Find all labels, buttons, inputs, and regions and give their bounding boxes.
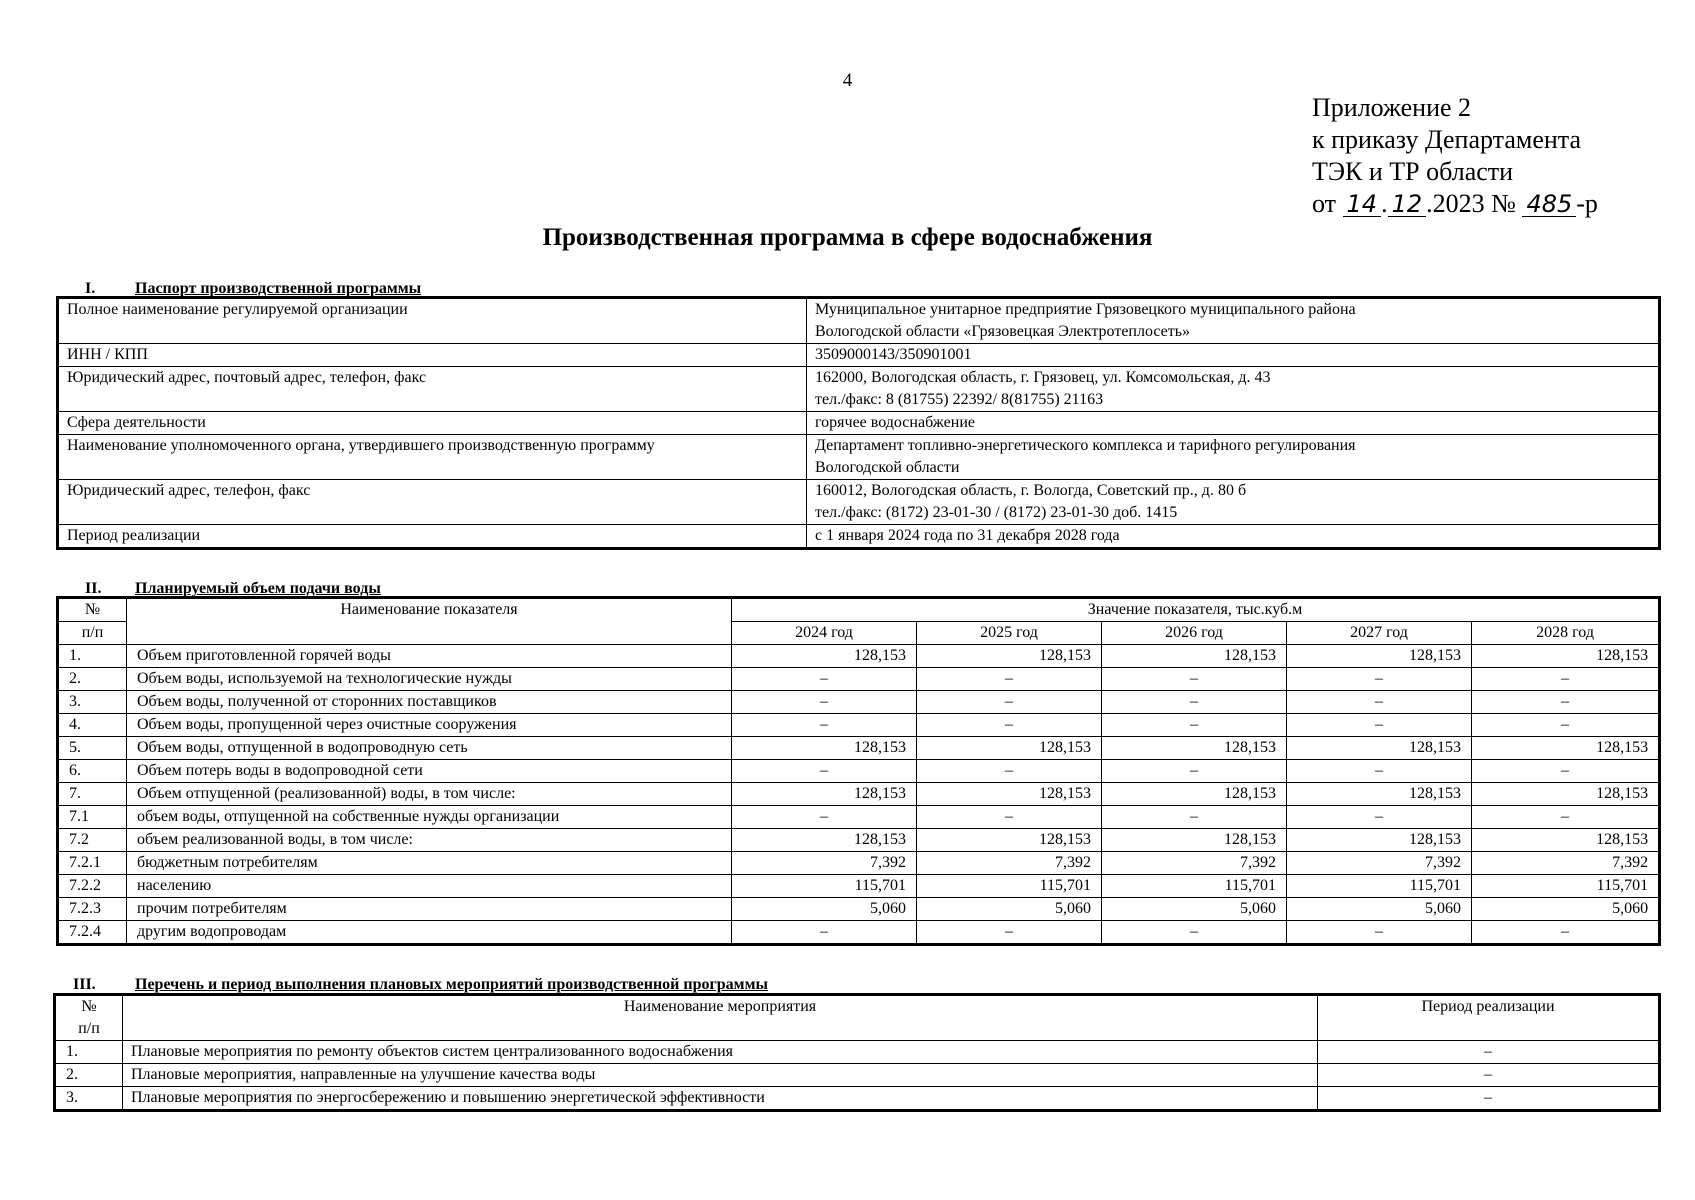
row-value: 128,153	[1472, 783, 1659, 806]
row-value: –	[917, 668, 1102, 691]
passport-label: ИНН / КПП	[59, 344, 807, 367]
year-header: 2026 год	[1102, 622, 1287, 645]
year-header: 2028 год	[1472, 622, 1659, 645]
row-value: 128,153	[1102, 783, 1287, 806]
measure-period: –	[1318, 1087, 1659, 1110]
row-value: 115,701	[1102, 875, 1287, 898]
passport-value	[807, 367, 1659, 412]
col-value-header: Значение показателя, тыс.куб.м	[732, 599, 1659, 622]
row-value: 128,153	[732, 829, 917, 852]
row-value: 5,060	[732, 898, 917, 921]
section-2-number: II.	[85, 580, 102, 597]
table-row	[59, 714, 1659, 737]
appendix-line-1: Приложение 2	[1312, 93, 1472, 122]
row-value: –	[1102, 806, 1287, 829]
row-value: 128,153	[732, 645, 917, 668]
passport-row	[59, 412, 1659, 435]
table-row	[59, 668, 1659, 691]
row-value: –	[1102, 668, 1287, 691]
table-row	[56, 1064, 1659, 1087]
passport-row	[59, 480, 1659, 525]
section-3-heading	[73, 976, 768, 994]
row-value: 128,153	[1102, 829, 1287, 852]
date-sep: .	[1381, 189, 1388, 218]
row-index: 2.	[59, 668, 127, 691]
row-name: другим водопроводам	[127, 921, 732, 944]
appendix-line-2: к приказу Департамента	[1312, 125, 1582, 154]
passport-value-line-1: 160012, Вологодская область, г. Вологда, Советский пр., д. 80 б	[815, 482, 1247, 499]
row-index: 4.	[59, 714, 127, 737]
col-num-header-2: п/п	[59, 622, 127, 645]
row-name: Объем воды, используемой на технологические нужды	[127, 668, 732, 691]
row-name: Объем приготовленной горячей воды	[127, 645, 732, 668]
row-value: 128,153	[1287, 783, 1472, 806]
appendix-block	[1312, 92, 1598, 220]
passport-value-line-1: Муниципальное унитарное предприятие Грязовецкого муниципального района	[815, 301, 1356, 318]
row-value: 128,153	[917, 737, 1102, 760]
passport-row	[59, 525, 1659, 548]
row-value: 128,153	[917, 645, 1102, 668]
passport-value-line-2: Вологодской области	[815, 459, 960, 476]
section-1-title: Паспорт производственной программы	[135, 280, 422, 297]
passport-row	[59, 435, 1659, 480]
measures-period-header: Период реализации	[1318, 996, 1659, 1041]
section-1-number: I.	[85, 280, 96, 297]
measure-name: Плановые мероприятия по энергосбережению и повышению энергетической эффективности	[123, 1087, 1318, 1110]
passport-value	[807, 435, 1659, 480]
row-value: –	[1102, 691, 1287, 714]
measure-period: –	[1318, 1041, 1659, 1064]
row-value: 128,153	[1472, 645, 1659, 668]
row-value: 7,392	[917, 852, 1102, 875]
measure-index: 1.	[56, 1041, 123, 1064]
table-row	[59, 783, 1659, 806]
row-index: 1.	[59, 645, 127, 668]
row-value: 115,701	[1472, 875, 1659, 898]
row-index: 7.2.3	[59, 898, 127, 921]
passport-label: Юридический адрес, почтовый адрес, телефон, факс	[59, 367, 807, 412]
row-value: 128,153	[732, 737, 917, 760]
date-day: 14	[1343, 192, 1382, 217]
row-value: –	[732, 921, 917, 944]
passport-label: Полное наименование регулируемой организации	[59, 299, 807, 344]
row-index: 7.2.4	[59, 921, 127, 944]
row-value: –	[732, 691, 917, 714]
appendix-date-line	[1312, 188, 1598, 220]
passport-value-line-1: 162000, Вологодская область, г. Грязовец, ул. Комсомольская, д. 43	[815, 369, 1271, 386]
row-index: 7.	[59, 783, 127, 806]
year-header: 2025 год	[917, 622, 1102, 645]
table-row	[59, 645, 1659, 668]
row-value: 5,060	[917, 898, 1102, 921]
table-row	[59, 898, 1659, 921]
row-value: –	[1287, 714, 1472, 737]
date-prefix: от	[1312, 189, 1337, 218]
order-number: 485	[1522, 192, 1576, 217]
passport-label: Сфера деятельности	[59, 412, 807, 435]
row-value: 7,392	[1102, 852, 1287, 875]
row-value: –	[1472, 714, 1659, 737]
year-header: 2027 год	[1287, 622, 1472, 645]
passport-value-line-2: Вологодской области «Грязовецкая Электротеплосеть»	[815, 323, 1191, 340]
passport-label: Наименование уполномоченного органа, утвердившего производственную программу	[59, 435, 807, 480]
row-value: –	[917, 806, 1102, 829]
measure-name: Плановые мероприятия по ремонту объектов систем централизованного водоснабжения	[123, 1041, 1318, 1064]
row-name: объем реализованной воды, в том числе:	[127, 829, 732, 852]
passport-value	[807, 480, 1659, 525]
passport-label: Юридический адрес, телефон, факс	[59, 480, 807, 525]
passport-value-line-2: тел./факс: (8172) 23-01-30 / (8172) 23-01-30 доб. 1415	[815, 504, 1178, 521]
row-value: 7,392	[1287, 852, 1472, 875]
row-name: населению	[127, 875, 732, 898]
table-row	[56, 1087, 1659, 1110]
row-value: –	[1102, 921, 1287, 944]
row-index: 7.2.1	[59, 852, 127, 875]
passport-value-line-2: тел./факс: 8 (81755) 22392/ 8(81755) 21163	[815, 391, 1104, 408]
passport-row	[59, 367, 1659, 412]
row-value: 115,701	[917, 875, 1102, 898]
date-year: .2023 №	[1426, 189, 1516, 218]
col-name-header: Наименование показателя	[127, 599, 732, 645]
table-row	[59, 921, 1659, 944]
water-volume-table	[58, 598, 1659, 944]
row-value: –	[917, 714, 1102, 737]
passport-label: Период реализации	[59, 525, 807, 548]
row-value: 128,153	[917, 783, 1102, 806]
passport-table	[58, 298, 1659, 548]
measures-num-label-2: п/п	[78, 1020, 100, 1037]
row-name: Объем воды, отпущенной в водопроводную сеть	[127, 737, 732, 760]
appendix-line-3: ТЭК и ТР области	[1312, 157, 1514, 186]
row-value: –	[1472, 760, 1659, 783]
passport-value-line-1: 3509000143/350901001	[815, 346, 972, 363]
row-value: –	[917, 760, 1102, 783]
row-name: Объем потерь воды в водопроводной сети	[127, 760, 732, 783]
passport-value	[807, 344, 1659, 367]
row-index: 5.	[59, 737, 127, 760]
year-header: 2024 год	[732, 622, 917, 645]
row-value: 115,701	[732, 875, 917, 898]
row-value: –	[917, 691, 1102, 714]
row-value: 7,392	[732, 852, 917, 875]
table-row	[59, 875, 1659, 898]
row-value: –	[1102, 760, 1287, 783]
row-index: 7.2.2	[59, 875, 127, 898]
row-name: прочим потребителям	[127, 898, 732, 921]
table-row	[59, 691, 1659, 714]
row-value: 128,153	[1102, 645, 1287, 668]
section-3-number: III.	[73, 976, 96, 993]
row-value: –	[732, 714, 917, 737]
date-month: 12	[1388, 192, 1427, 217]
table-row	[59, 737, 1659, 760]
row-value: 128,153	[1102, 737, 1287, 760]
document-title: Производственная программа в сфере водоснабжения	[542, 224, 1153, 251]
measures-num-header	[56, 996, 123, 1041]
row-value: 5,060	[1287, 898, 1472, 921]
row-value: 128,153	[1472, 829, 1659, 852]
measure-name: Плановые мероприятия, направленные на улучшение качества воды	[123, 1064, 1318, 1087]
table-row	[59, 829, 1659, 852]
row-value: –	[1102, 714, 1287, 737]
page-number: 4	[842, 70, 853, 91]
passport-value	[807, 525, 1659, 548]
row-value: 128,153	[917, 829, 1102, 852]
row-name: Объем отпущенной (реализованной) воды, в том числе:	[127, 783, 732, 806]
row-value: –	[1472, 921, 1659, 944]
measures-num-label: №	[81, 998, 97, 1015]
measure-period: –	[1318, 1064, 1659, 1087]
passport-row	[59, 299, 1659, 344]
row-value: –	[917, 921, 1102, 944]
section-2-heading	[85, 580, 381, 598]
order-suffix: -р	[1576, 189, 1598, 218]
row-name: Объем воды, полученной от сторонних поставщиков	[127, 691, 732, 714]
row-value: –	[732, 668, 917, 691]
row-value: –	[1287, 806, 1472, 829]
row-value: –	[1472, 691, 1659, 714]
row-value: –	[732, 760, 917, 783]
row-value: 128,153	[1472, 737, 1659, 760]
table-row	[59, 852, 1659, 875]
row-value: 128,153	[1287, 645, 1472, 668]
row-value: –	[1472, 806, 1659, 829]
table-row	[59, 806, 1659, 829]
row-name: Объем воды, пропущенной через очистные сооружения	[127, 714, 732, 737]
row-index: 3.	[59, 691, 127, 714]
row-value: 128,153	[1287, 737, 1472, 760]
row-name: бюджетным потребителям	[127, 852, 732, 875]
row-value: –	[1472, 668, 1659, 691]
section-1-heading	[85, 280, 421, 298]
row-value: 115,701	[1287, 875, 1472, 898]
row-index: 7.2	[59, 829, 127, 852]
row-value: –	[1287, 691, 1472, 714]
measure-index: 2.	[56, 1064, 123, 1087]
row-value: –	[1287, 668, 1472, 691]
row-value: –	[732, 806, 917, 829]
row-index: 6.	[59, 760, 127, 783]
row-value: 128,153	[732, 783, 917, 806]
section-2-title: Планируемый объем подачи воды	[135, 580, 381, 597]
row-value: 5,060	[1472, 898, 1659, 921]
measure-index: 3.	[56, 1087, 123, 1110]
row-value: –	[1287, 921, 1472, 944]
passport-value	[807, 299, 1659, 344]
col-num-header: №	[59, 599, 127, 622]
passport-value	[807, 412, 1659, 435]
passport-value-line-1: горячее водоснабжение	[815, 414, 975, 431]
row-value: –	[1287, 760, 1472, 783]
row-name: объем воды, отпущенной на собственные нужды организации	[127, 806, 732, 829]
row-value: 5,060	[1102, 898, 1287, 921]
measures-name-header: Наименование мероприятия	[123, 996, 1318, 1041]
measures-table	[55, 995, 1659, 1110]
row-value: 7,392	[1472, 852, 1659, 875]
passport-value-line-1: Департамент топливно-энергетического комплекса и тарифного регулирования	[815, 437, 1356, 454]
row-value: 128,153	[1287, 829, 1472, 852]
passport-value-line-1: с 1 января 2024 года по 31 декабря 2028 года	[815, 527, 1120, 544]
section-3-title: Перечень и период выполнения плановых мероприятий производственной программы	[135, 976, 768, 993]
row-index: 7.1	[59, 806, 127, 829]
table-row	[59, 760, 1659, 783]
passport-row	[59, 344, 1659, 367]
table-row	[56, 1041, 1659, 1064]
